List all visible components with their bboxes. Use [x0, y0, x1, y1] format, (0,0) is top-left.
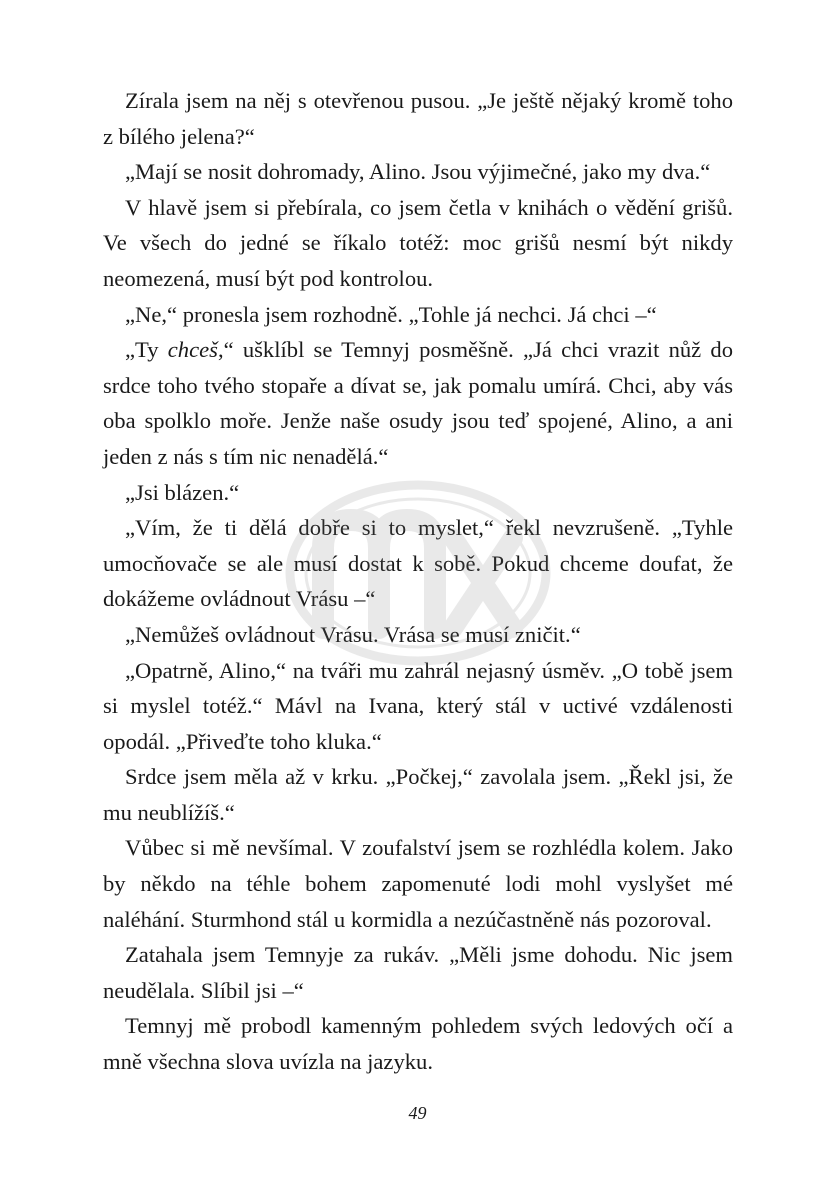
paragraph: „Jsi blázen.“	[125, 479, 240, 505]
paragraph: Vůbec si mě nevšímal. V zoufalství jsem se rozhlédla kolem. Jako by někdo na téhle bohem zapomenuté lodi mohl vyslyšet mé naléhání. Sturmhond stál u kormidla a nezúčastněně nás pozoroval.	[103, 835, 733, 932]
paragraph: „Vím, že ti dělá dobře si to myslet,“ řekl nevzrušeně. „Tyhle umocňovače se ale musí dostat k sobě. Pokud chceme doufat, že dokážeme ovládnout Vrásu –“	[103, 515, 733, 612]
paragraph: „Opatrně, Alino,“ na tváři mu zahrál nejasný úsměv. „O tobě jsem si myslel totéž.“ Mávl na Ivana, který stál v uctivé vzdálenosti opodál. „Přiveďte toho kluka.“	[103, 657, 733, 754]
paragraph: „Ne,“ pronesla jsem rozhodně. „Tohle já nechci. Já chci –“	[125, 301, 657, 327]
paragraph: „Nemůžeš ovládnout Vrásu. Vrása se musí zničit.“	[125, 621, 581, 647]
paragraph-text: ,“ ušklíbl se Temnyj posměšně. „Já chci vrazit nůž do srdce toho tvého stopaře a dívat se, jak pomalu umírá. Chci, aby vás oba spolklo moře. Jenže naše osudy jsou teď spojené, Alino, a ani jeden z nás s tím nic nenadělá.“	[103, 337, 733, 469]
paragraph: „Mají se nosit dohromady, Alino. Jsou výjimečné, jako my dva.“	[125, 159, 711, 185]
page-number: 49	[408, 1103, 427, 1123]
paragraph: V hlavě jsem si přebírala, co jsem četla v knihách o vědění grišů. Ve všech do jedné se říkalo totéž: moc grišů nesmí být nikdy neomezená, musí být pod kontrolou.	[103, 194, 733, 291]
paragraph	[103, 332, 733, 474]
paragraph: Srdce jsem měla až v krku. „Počkej,“ zavolala jsem. „Řekl jsi, že mu neublížíš.“	[103, 764, 733, 825]
emphasis-text: chceš	[167, 337, 218, 363]
paragraph: Zatahala jsem Temnyje za rukáv. „Měli jsme dohodu. Nic jsem neudělala. Slíbil jsi –“	[103, 942, 733, 1003]
paragraph: Temnyj mě probodl kamenným pohledem svých ledových očí a mně všechna slova uvízla na jazyku.	[103, 1013, 733, 1075]
paragraph-text: „Ty	[125, 337, 168, 363]
paragraph: Zírala jsem na něj s otevřenou pusou. „Je ještě nějaký kromě toho z bílého jelena?“	[103, 88, 733, 149]
page-body	[103, 83, 733, 1080]
